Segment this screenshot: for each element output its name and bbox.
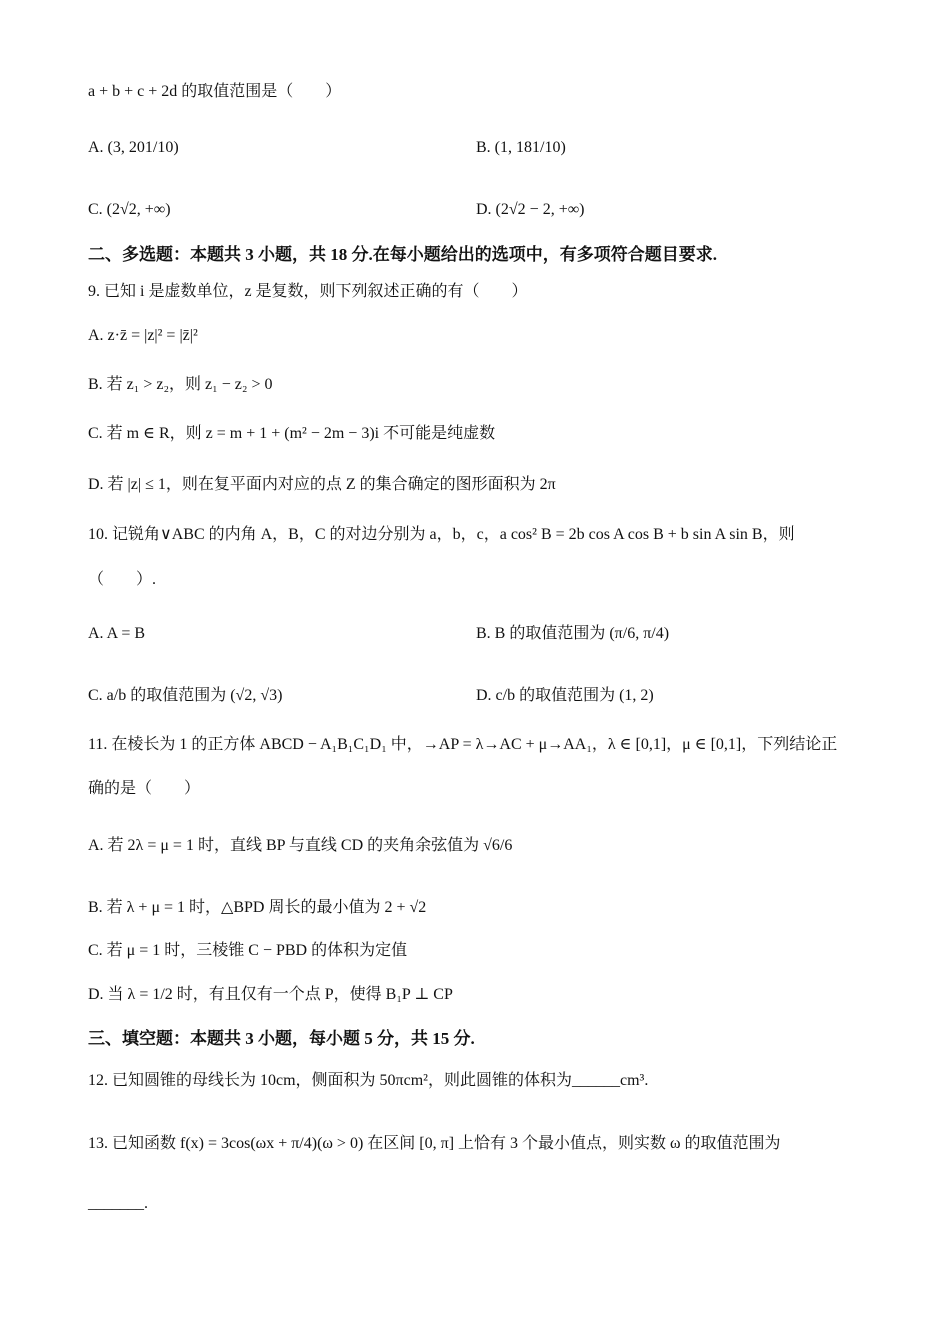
q11-option-b: B. 若 λ + μ = 1 时，△BPD 周长的最小值为 2 + √2 <box>88 899 427 916</box>
q12-stem: 12. 已知圆锥的母线长为 10cm，侧面积为 50πcm²，则此圆锥的体积为______cm³. <box>88 1072 649 1089</box>
q9-option-d: D. 若 |z| ≤ 1，则在复平面内对应的点 Z 的集合确定的图形面积为 2π <box>88 476 556 493</box>
q10-option-a: A. A = B <box>88 625 146 642</box>
q13-stem: 13. 已知函数 f(x) = 3cos(ωx + π/4)(ω > 0) 在区间 [0, π] 上恰有 3 个最小值点，则实数 ω 的取值范围为 <box>88 1135 781 1152</box>
q9-stem: 9. 已知 i 是虚数单位，z 是复数，则下列叙述正确的有（ ） <box>88 283 528 300</box>
q11-stem: 11. 在棱长为 1 的正方体 ABCD − A₁B₁C₁D₁ 中，→AP = λ→AC + μ→AA₁，λ ∈ [0,1]，μ ∈ [0,1]，下列结论正 <box>88 736 838 753</box>
q11-stem-end: 确的是（ ） <box>88 780 201 797</box>
section-3-heading: 三、填空题：本题共 3 小题，每小题 5 分，共 15 分. <box>88 1029 475 1048</box>
section-2-heading: 二、多选题：本题共 3 小题，共 18 分.在每小题给出的选项中，有多项符合题目要求. <box>88 245 717 264</box>
q8-option-c: C. (2√2, +∞) <box>88 201 171 218</box>
q10-stem-end: （ ）. <box>88 571 157 588</box>
q10-stem: 10. 记锐角∨ABC 的内角 A，B，C 的对边分别为 a，b，c，a cos² B = 2b cos A cos B + b sin A sin B，则 <box>88 526 795 543</box>
q10-option-c: C. a/b 的取值范围为 (√2, √3) <box>88 687 283 704</box>
q11-option-c: C. 若 μ = 1 时，三棱锥 C − PBD 的体积为定值 <box>88 942 408 959</box>
q10-option-d: D. c/b 的取值范围为 (1, 2) <box>476 687 654 704</box>
q8-stem-end: a + b + c + 2d 的取值范围是（ ） <box>88 83 342 100</box>
q11-option-a: A. 若 2λ = μ = 1 时，直线 BP 与直线 CD 的夹角余弦值为 √6/6 <box>88 837 513 854</box>
q11-option-d: D. 当 λ = 1/2 时，有且仅有一个点 P，使得 B₁P ⊥ CP <box>88 986 453 1003</box>
q8-option-d: D. (2√2 − 2, +∞) <box>476 201 585 218</box>
q9-option-c: C. 若 m ∈ R，则 z = m + 1 + (m² − 2m − 3)i 不可能是纯虚数 <box>88 425 496 442</box>
q13-answer-blank: _______. <box>88 1195 148 1212</box>
q8-option-a: A. (3, 201/10) <box>88 139 179 156</box>
q9-option-b: B. 若 z₁ > z₂，则 z₁ − z₂ > 0 <box>88 376 273 393</box>
q10-option-b: B. B 的取值范围为 (π/6, π/4) <box>476 625 670 642</box>
q9-option-a: A. z·z̄ = |z|² = |z̄|² <box>88 327 198 344</box>
q8-option-b: B. (1, 181/10) <box>476 139 566 156</box>
